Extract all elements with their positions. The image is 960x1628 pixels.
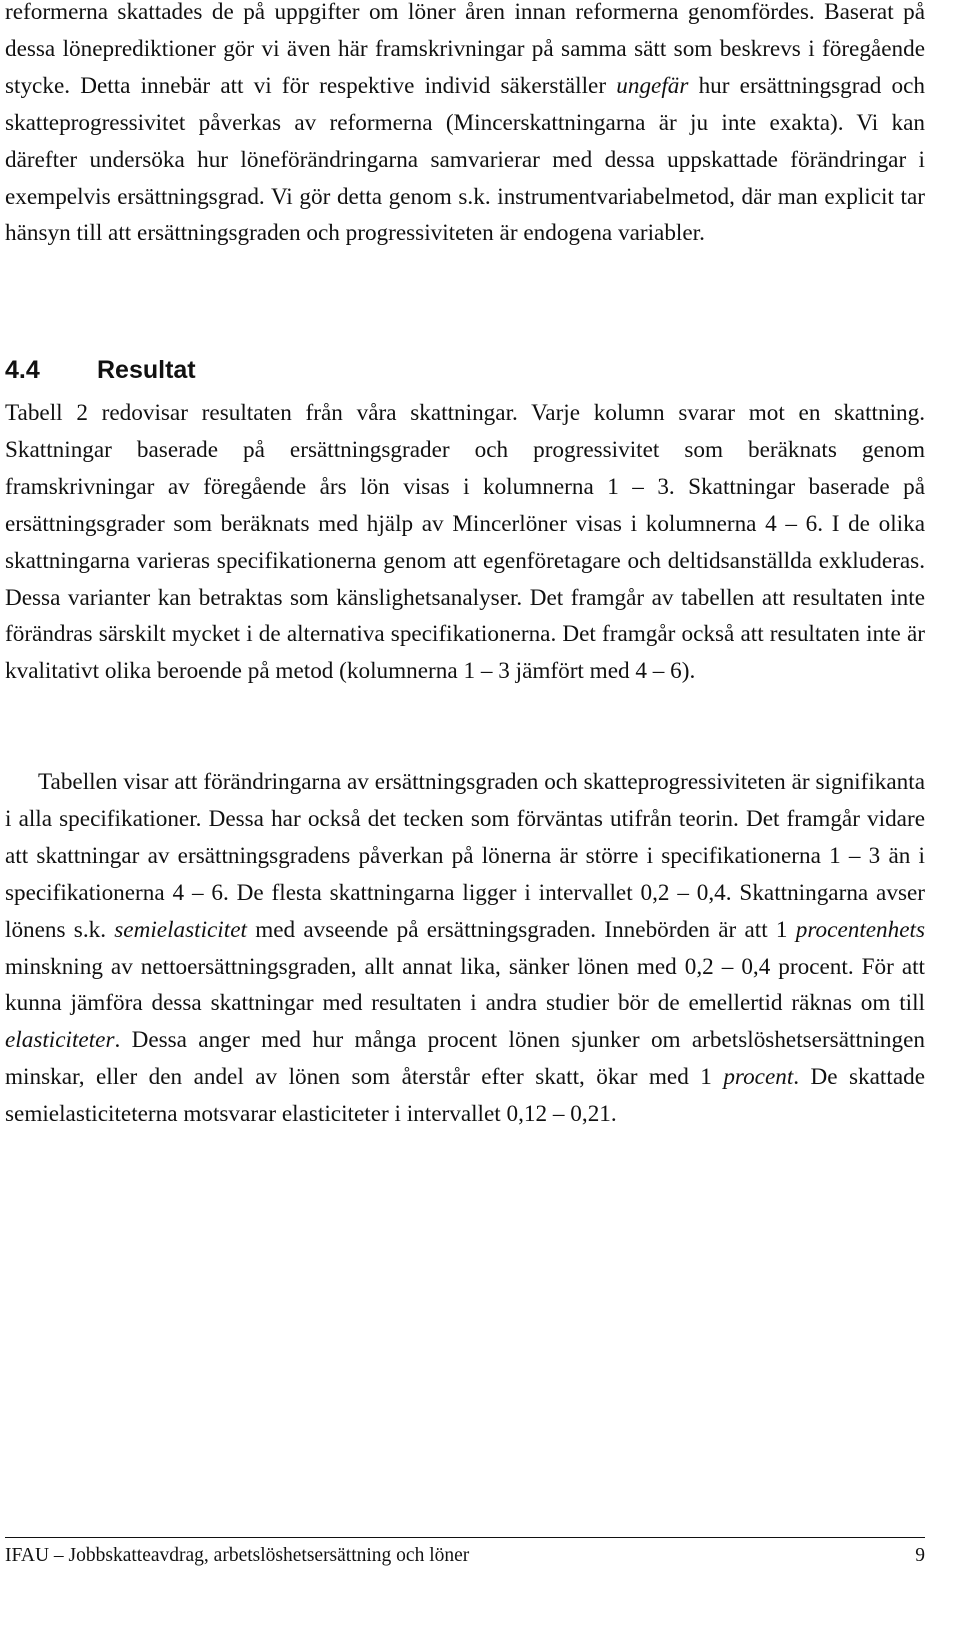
page-number: 9 [915,1545,925,1566]
paragraph-text: reformerna skattades de på uppgifter om löner åren innan reformerna genomfördes. Baserat på dessa löneprediktioner gör vi även här framskrivningar på samma sätt som beskrevs i föregående stycke. Detta innebär att vi för respektive individ säkerställer [5,0,925,99]
emphasis-text: procentenhets [795,916,926,943]
paragraph-text: hur ersättningsgrad och skatteprogressivitet påverkas av reformerna (Mincerskattningarna är ju inte exakta). Vi kan därefter undersöka hur löneförändringarna samvarierar med dessa uppskattade förändringar i exempelvis ersättningsgrad. Vi gör detta genom s.k. instrumentvariabelmetod, där man explicit tar hänsyn till att ersättningsgraden och progressiviteten är endogena variabler. [5,72,925,247]
section-heading [5,352,196,388]
emphasis-text: procent [723,1064,794,1091]
footer-divider [5,1537,925,1538]
paragraph-text: . Dessa anger med hur många procent lönen sjunker om arbetslöshetsersättningen minskar, eller den andel av lönen som återstår efter skatt, ökar med 1 [5,1027,925,1091]
emphasis-text: elasticiteter [5,1027,115,1054]
footer-running-title: IFAU – Jobbskatteavdrag, arbetslöshetsersättning och löner [5,1545,470,1566]
paragraph-results-intro: Tabell 2 redovisar resultaten från våra skattningar. Varje kolumn svarar mot en skattning. Skattningar baserade på ersättningsgrader och progressivitet som beräknats genom framskrivningar av föregående års lön visas i kolumnerna 1 – 3. Skattningar baserade på ersättningsgrader som beräknats med hjälp av Mincerlöner visas i kolumnerna 4 – 6. I de olika skattningarna varieras specifikationerna genom att egenföretagare och deltidsanställda exkluderas. Dessa varianter kan betraktas som känslighetsanalyser. Det framgår av tabellen att resultaten inte förändras särskilt mycket i de alternativa specifikationerna. Det framgår också att resultaten inte är kvalitativt olika beroende på metod (kolumnerna 1 – 3 jämfört med 4 – 6). [5,400,925,685]
paragraph-text: Tabellen visar att förändringarna av ersättningsgraden och skatteprogressiviteten är signifikanta i alla specifikationer. Dessa har också det tecken som förväntas utifrån teorin. Det framgår vidare att skattningar av ersättningsgradens påverkan på lönerna är större i specifikationerna 1 – 3 än i specifikationerna 4 – 6. De flesta skattningarna ligger i intervallet 0,2 – 0,4. Skattningarna avser lönens s.k. [5,769,925,943]
emphasis-text: semielasticitet [114,916,247,943]
emphasis-text: ungefär [616,72,689,99]
section-number: 4.4 [5,356,40,384]
section-title: Resultat [97,356,196,384]
paragraph-text: . De skattade semielasticiteterna motsvarar elasticiteter i intervallet 0,12 – 0,21. [5,1064,925,1128]
paragraph-methods [5,0,925,252]
paragraph-text: minskning av nettoersättningsgraden, allt annat lika, sänker lönen med 0,2 – 0,4 procent. För att kunna jämföra dessa skattningar med resultaten i andra studier bör de emellertid räknas om till [5,953,925,1017]
paragraph-text: med avseende på ersättningsgraden. Innebörden är att 1 [246,916,796,943]
paragraph-results-interpretation [5,764,925,1133]
